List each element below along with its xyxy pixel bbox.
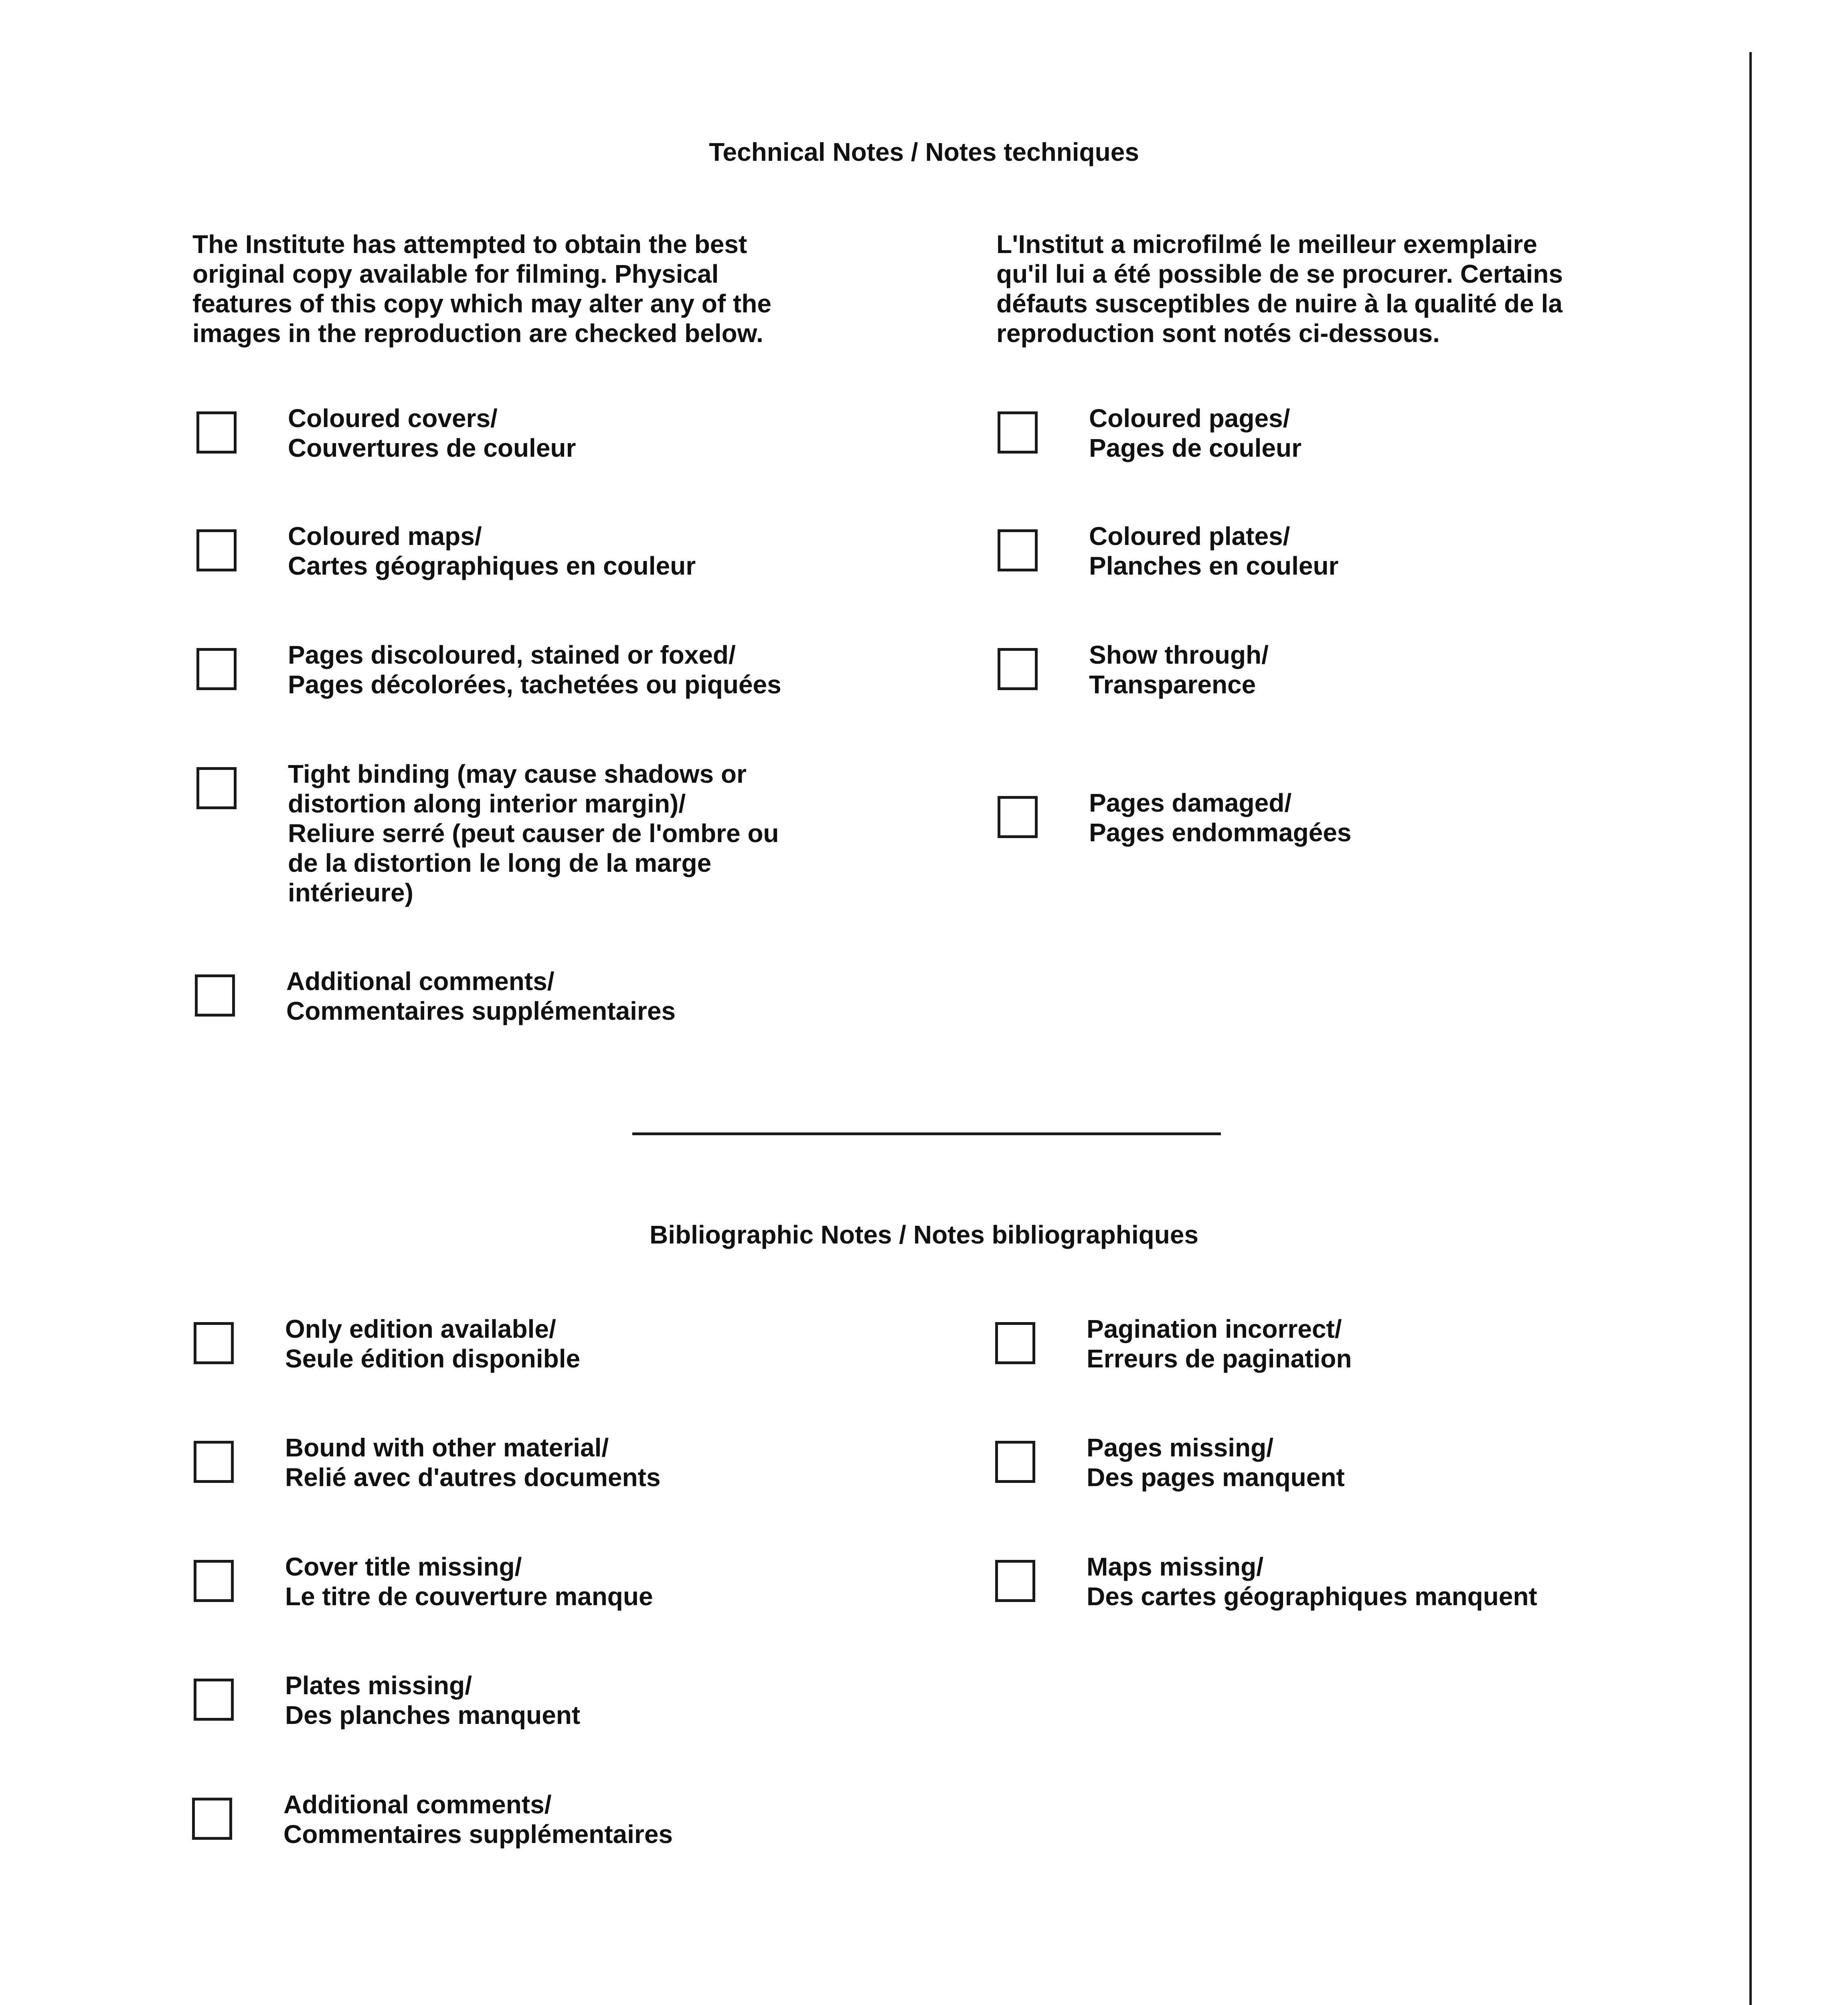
pages-damaged-checkbox[interactable] bbox=[998, 796, 1038, 838]
pages-discoloured-checkbox[interactable] bbox=[196, 648, 237, 690]
coloured-maps-checkbox[interactable] bbox=[196, 529, 237, 571]
plates-missing-label: Plates missing/ Des planches manquent bbox=[285, 1671, 581, 1730]
tech-item-coloured-maps bbox=[196, 521, 918, 580]
tech-additional-comments-checkbox[interactable] bbox=[195, 974, 235, 1017]
maps-missing-checkbox[interactable] bbox=[995, 1560, 1035, 1602]
technical-intro-french: L'Institut a microfilmé le meilleur exemplaire qu'il lui a été possible de se procurer. Certains défauts susceptibles de nuire à la qualité de la reproduction sont notés ci-dessous. bbox=[996, 230, 1563, 348]
tech-item-tight-binding bbox=[196, 759, 918, 907]
bib-additional-comments-label: Additional comments/ Commentaires supplémentaires bbox=[283, 1790, 673, 1849]
bib-item-cover-title-missing bbox=[194, 1552, 915, 1611]
tight-binding-label: Tight binding (may cause shadows or distortion along interior margin)/ Reliure serré (peut causer de l'ombre ou de la distortion le long de la marge intérieure) bbox=[288, 759, 779, 907]
pages-discoloured-label: Pages discoloured, stained or foxed/ Pages décolorées, tachetées ou piquées bbox=[288, 640, 781, 699]
tight-binding-checkbox[interactable] bbox=[196, 767, 237, 809]
coloured-covers-label: Coloured covers/ Couvertures de couleur bbox=[288, 404, 576, 462]
cover-title-missing-checkbox[interactable] bbox=[194, 1560, 234, 1602]
pages-damaged-label: Pages damaged/ Pages endommagées bbox=[1089, 788, 1352, 847]
bound-with-checkbox[interactable] bbox=[194, 1441, 234, 1483]
bib-item-additional-comments bbox=[192, 1790, 914, 1849]
pages-missing-checkbox[interactable] bbox=[995, 1441, 1035, 1483]
bib-item-plates-missing bbox=[194, 1671, 915, 1730]
bib-item-pages-missing bbox=[995, 1433, 1717, 1492]
bib-item-maps-missing bbox=[995, 1552, 1717, 1611]
pagination-incorrect-label: Pagination incorrect/ Erreurs de pagination bbox=[1087, 1314, 1352, 1373]
only-edition-checkbox[interactable] bbox=[194, 1322, 234, 1364]
show-through-label: Show through/ Transparence bbox=[1089, 640, 1269, 699]
cover-title-missing-label: Cover title missing/ Le titre de couverture manque bbox=[285, 1552, 653, 1611]
tech-additional-comments-label: Additional comments/ Commentaires supplémentaires bbox=[286, 967, 676, 1025]
plates-missing-checkbox[interactable] bbox=[194, 1679, 234, 1721]
tech-item-coloured-covers bbox=[196, 403, 918, 460]
coloured-plates-checkbox[interactable] bbox=[998, 529, 1038, 571]
tech-item-coloured-pages bbox=[998, 403, 1719, 460]
technical-intro-english: The Institute has attempted to obtain the best original copy available for filming. Physical features of this copy which may alter any of the images in the reproduction are checked below. bbox=[192, 230, 771, 348]
section-divider bbox=[632, 1132, 1221, 1135]
maps-missing-label: Maps missing/ Des cartes géographiques manquent bbox=[1087, 1552, 1537, 1611]
bib-item-bound-with bbox=[194, 1433, 915, 1492]
tech-item-pages-damaged bbox=[998, 788, 1719, 847]
coloured-pages-checkbox[interactable] bbox=[998, 411, 1038, 454]
bib-additional-comments-checkbox[interactable] bbox=[192, 1798, 232, 1840]
tech-item-show-through bbox=[998, 640, 1719, 699]
bound-with-label: Bound with other material/ Relié avec d'autres documents bbox=[285, 1433, 661, 1492]
technical-notes-title: Technical Notes / Notes techniques bbox=[709, 138, 1139, 166]
tech-item-pages-discoloured bbox=[196, 640, 918, 699]
bib-item-pagination-incorrect bbox=[995, 1314, 1717, 1373]
coloured-plates-label: Coloured plates/ Planches en couleur bbox=[1089, 522, 1339, 580]
pages-missing-label: Pages missing/ Des pages manquent bbox=[1087, 1433, 1345, 1492]
show-through-checkbox[interactable] bbox=[998, 648, 1038, 690]
only-edition-label: Only edition available/ Seule édition disponible bbox=[285, 1314, 581, 1373]
tech-item-additional-comments bbox=[195, 966, 917, 1023]
tech-item-coloured-plates bbox=[998, 521, 1719, 580]
page-edge-line bbox=[1749, 52, 1752, 2005]
bib-item-only-edition bbox=[194, 1314, 915, 1373]
coloured-maps-label: Coloured maps/ Cartes géographiques en couleur bbox=[288, 522, 696, 580]
coloured-pages-label: Coloured pages/ Pages de couleur bbox=[1089, 404, 1301, 462]
pagination-incorrect-checkbox[interactable] bbox=[995, 1322, 1035, 1364]
coloured-covers-checkbox[interactable] bbox=[196, 411, 237, 454]
bibliographic-notes-title: Bibliographic Notes / Notes bibliographiques bbox=[650, 1220, 1198, 1249]
